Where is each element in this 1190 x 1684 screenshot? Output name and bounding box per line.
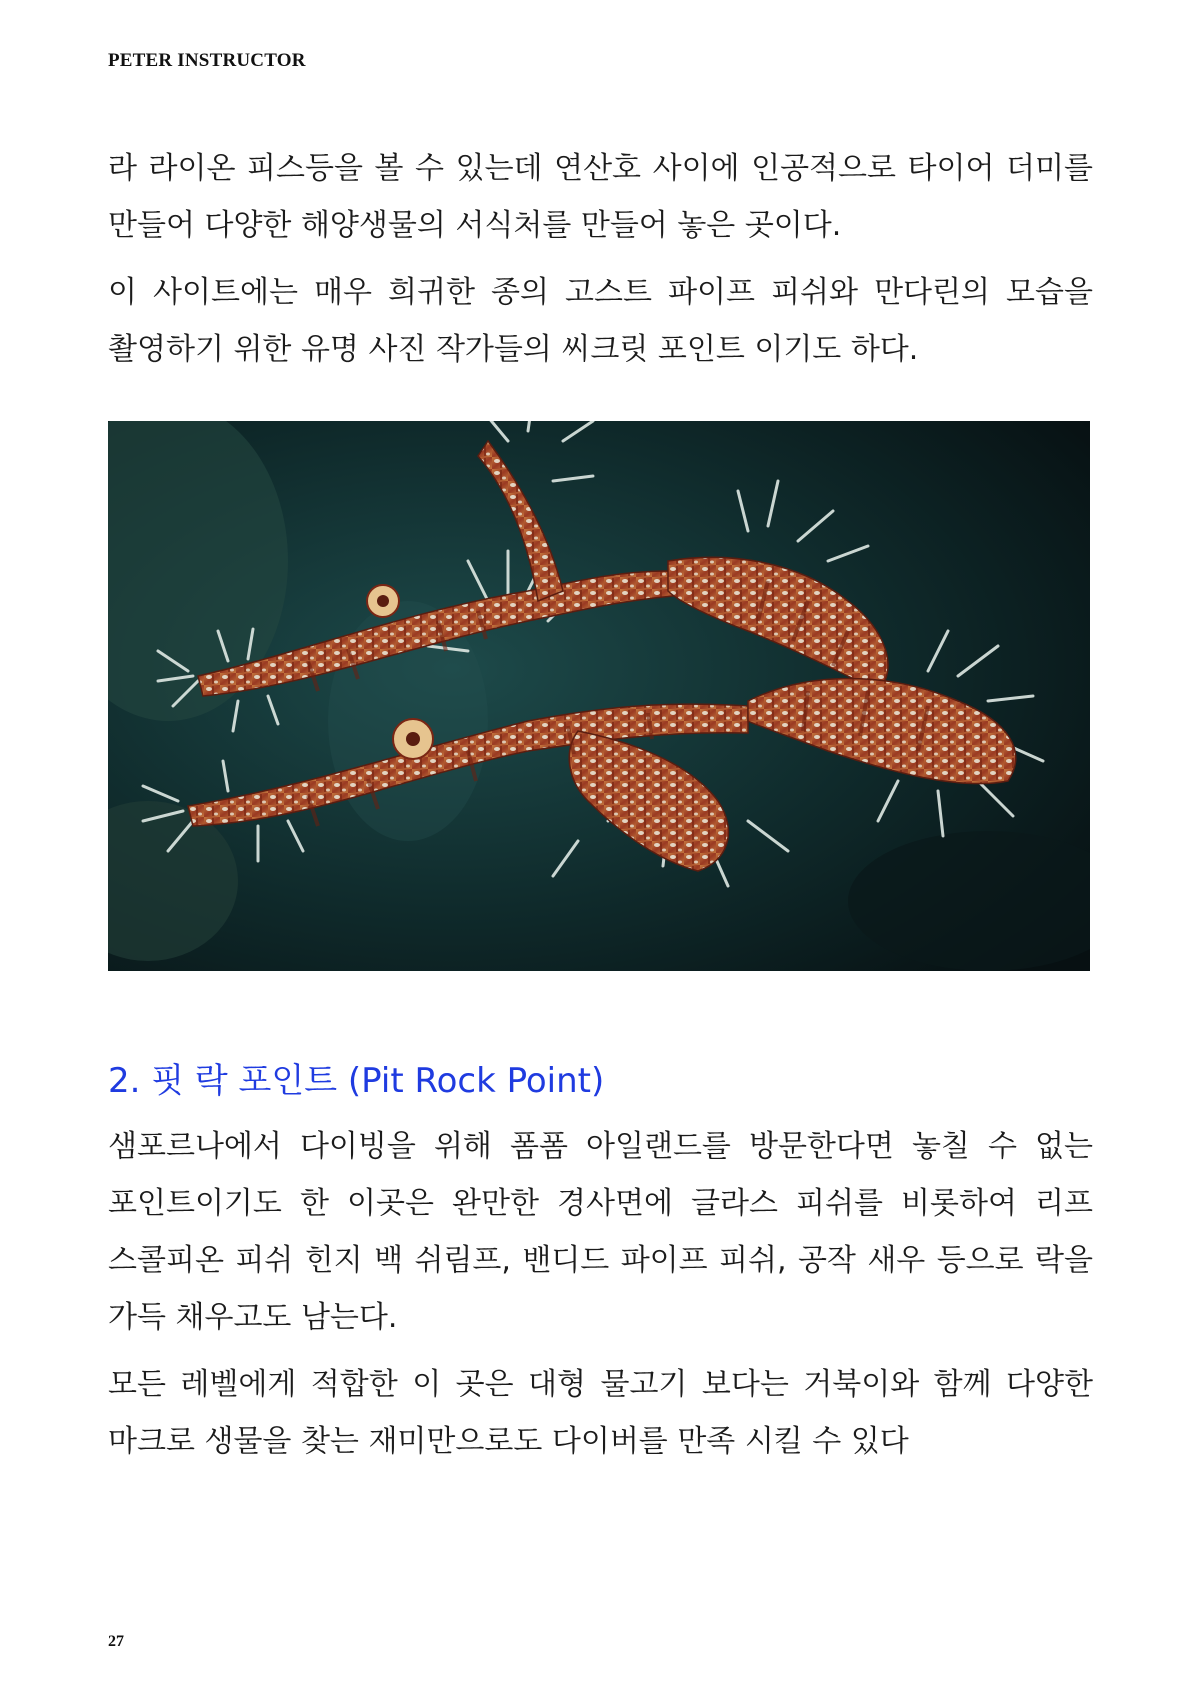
intro-paragraph-2: 이 사이트에는 매우 희귀한 종의 고스트 파이프 피쉬와 만다린의 모습을 촬영하기 위한 유명 사진 작가들의 씨크릿 포인트 이기도 하다. [108,275,1093,367]
ghost-pipefish-photo [108,421,1090,971]
ghost-pipefish-illustration [108,421,1090,971]
section-paragraph-2: 모든 레벨에게 적합한 이 곳은 대형 물고기 보다는 거북이와 함께 다양한 마크로 생물을 찾는 재미만으로도 다이버를 만족 시킬 수 있다 [108,1367,1093,1459]
page-number: 27 [108,1633,124,1650]
running-header: PETER INSTRUCTOR [108,50,306,71]
intro-paragraph-1: 라 라이온 피스등을 볼 수 있는데 연산호 사이에 인공적으로 타이어 더미를 만들어 다양한 해양생물의 서식처를 만들어 놓은 곳이다. [108,151,1093,243]
intro-text [108,140,1093,388]
section-paragraph-1: 샘포르나에서 다이빙을 위해 폼폼 아일랜드를 방문한다면 놓칠 수 없는 포인트이기도 한 이곳은 완만한 경사면에 글라스 피쉬를 비롯하여 리프 스콜피온 피쉬 힌지 백 쉬림프, 밴디드 파이프 피쉬, 공작 새우 등으로 락을 가득 채우고도 남는다. [108,1129,1093,1335]
section-text [108,1118,1093,1480]
section-title: 2. 핏 락 포인트 (Pit Rock Point) [108,1061,605,1101]
